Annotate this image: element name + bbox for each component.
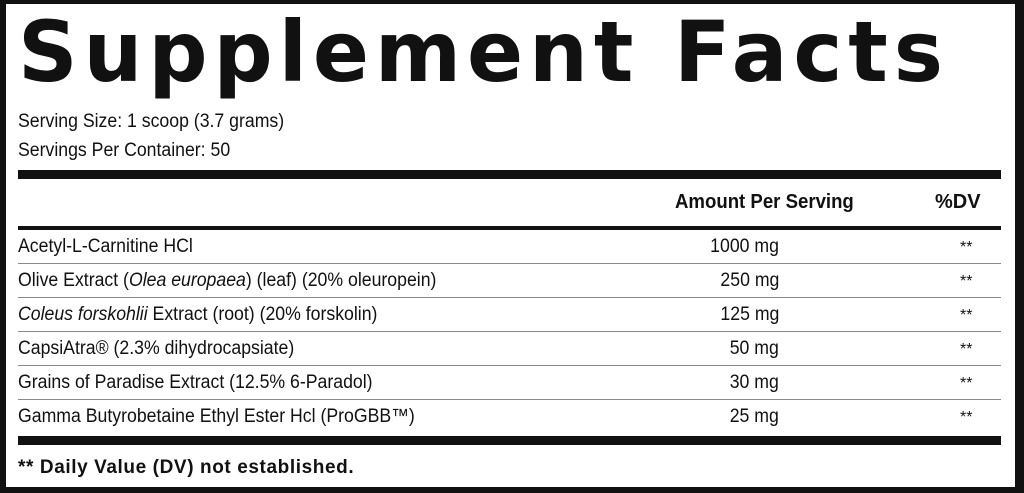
ingredient-name: Coleus forskohlii Extract (root) (20% forskolin) (18, 304, 378, 325)
top-divider (18, 170, 1001, 179)
table-header (18, 179, 1001, 226)
amount-per-serving-header: Amount Per Serving (675, 191, 854, 213)
serving-size: Serving Size: 1 scoop (3.7 grams) (18, 111, 285, 132)
table-row (18, 332, 1001, 366)
ingredient-dv: ** (960, 273, 973, 290)
panel-title: Supplement Facts (18, 3, 949, 101)
ingredient-dv: ** (960, 409, 973, 426)
ingredient-amount: 30 mg (729, 372, 779, 393)
ingredient-dv: ** (960, 375, 973, 392)
table-row (18, 298, 1001, 332)
supplement-facts-panel (6, 4, 1015, 487)
ingredient-name: Grains of Paradise Extract (12.5% 6-Paradol) (18, 372, 373, 393)
ingredient-name: Acetyl-L-Carnitine HCl (18, 236, 193, 257)
ingredient-amount: 50 mg (729, 338, 779, 359)
table-row (18, 400, 1001, 434)
ingredient-dv: ** (960, 239, 973, 256)
dv-header: %DV (935, 191, 981, 213)
ingredient-name: CapsiAtra® (2.3% dihydrocapsiate) (18, 338, 295, 359)
ingredient-name: Gamma Butyrobetaine Ethyl Ester Hcl (ProGBB™) (18, 406, 415, 427)
ingredient-amount: 25 mg (729, 406, 779, 427)
table-row (18, 264, 1001, 298)
servings-per-container: Servings Per Container: 50 (18, 140, 231, 161)
ingredient-amount: 1000 mg (710, 236, 779, 257)
ingredient-dv: ** (960, 341, 973, 358)
ingredient-dv: ** (960, 307, 973, 324)
daily-value-footnote: ** Daily Value (DV) not established. (18, 457, 355, 478)
ingredient-amount: 250 mg (720, 270, 779, 291)
bottom-divider (18, 436, 1001, 445)
table-row (18, 366, 1001, 400)
ingredient-name: Olive Extract (Olea europaea) (leaf) (20% oleuropein) (18, 270, 437, 291)
ingredient-amount: 125 mg (720, 304, 779, 325)
ingredient-table (18, 230, 1001, 434)
table-row (18, 230, 1001, 264)
